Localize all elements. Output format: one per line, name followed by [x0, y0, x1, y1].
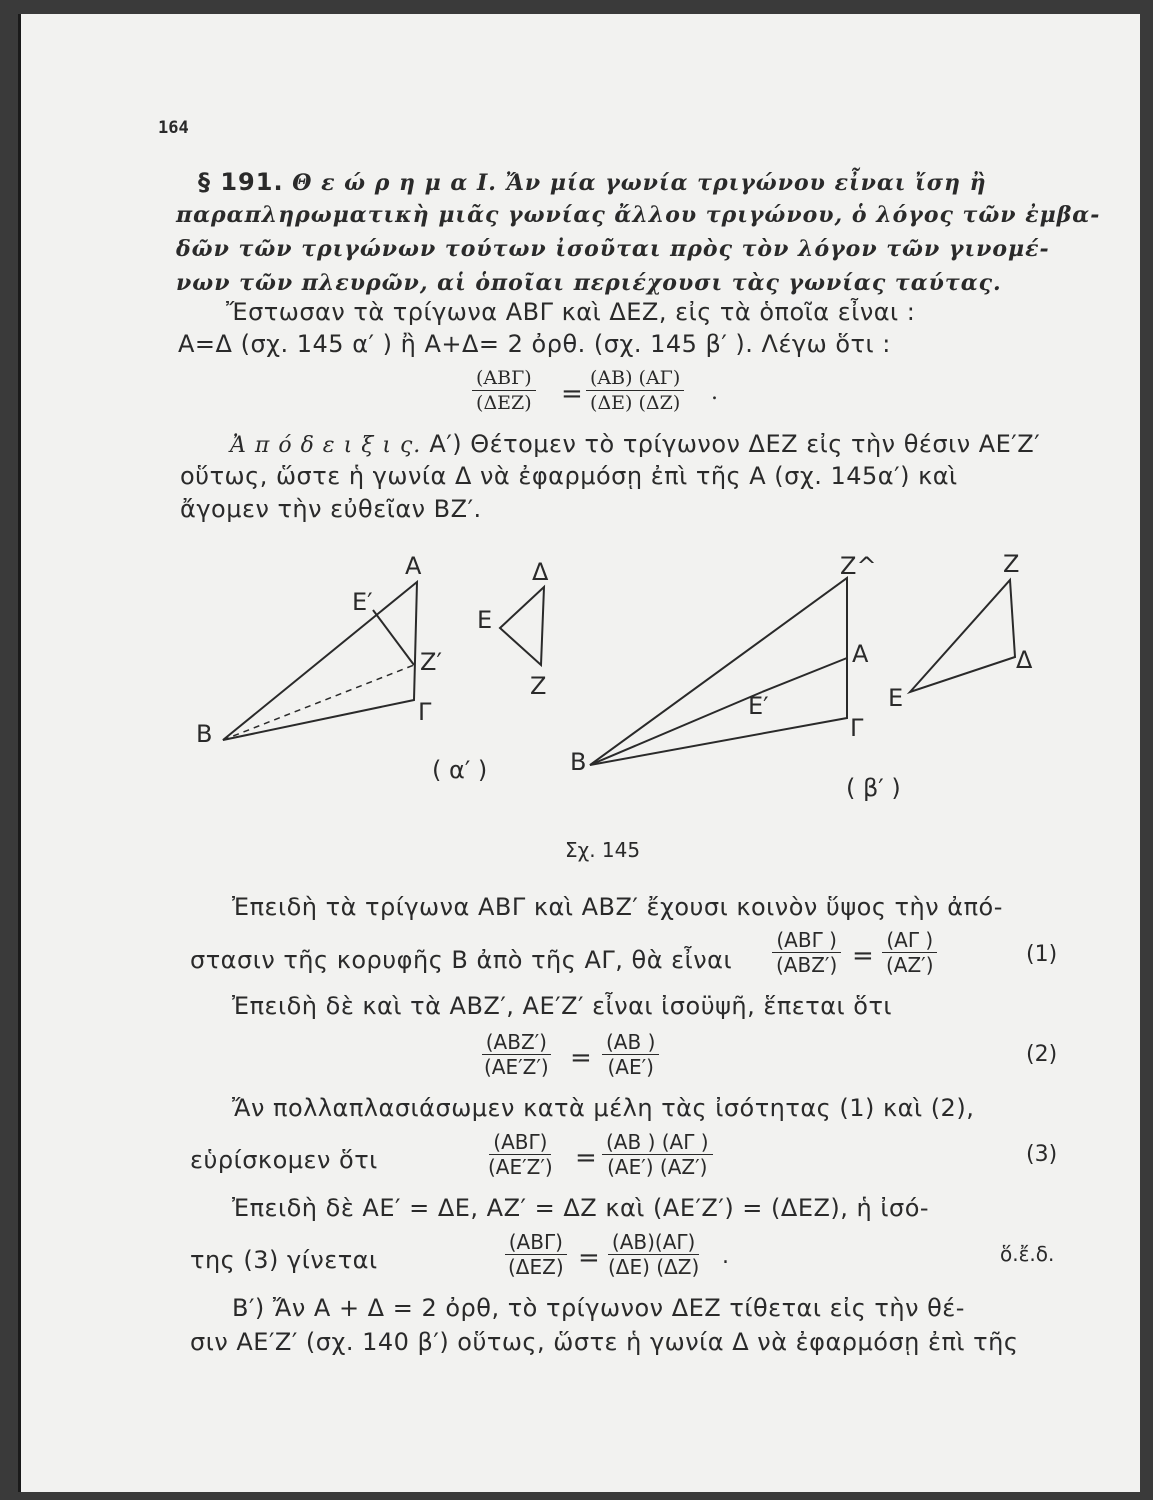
fig-a-label-D: Δ: [532, 558, 549, 586]
para5-line-1: Β′) Ἄν Α + Δ = 2 ὀρθ, τὸ τρίγωνον ΔΕΖ τίθεται εἰς τὴν θέ-: [232, 1294, 965, 1322]
fig-b-label-G: Γ: [850, 714, 864, 742]
eq3-tag: (3): [1026, 1142, 1058, 1167]
eq4-lhs: (ΑΒΓ) (ΔΕΖ): [504, 1230, 568, 1279]
figure-caption: Σχ. 145: [565, 838, 641, 862]
para4-line-1: Ἐπειδὴ δὲ ΑΕ′ = ΔΕ, ΑΖ′ = ΔΖ καὶ (ΑΕ′Ζ′) = (ΔΕΖ), ἡ ἰσό-: [232, 1194, 930, 1222]
para1-line-1: Ἐπειδὴ τὰ τρίγωνα ΑΒΓ καὶ ΑΒΖ′ ἔχουσι κοινὸν ὕψος τὴν ἀπό-: [232, 893, 1003, 921]
fig-b-label-Z: Z: [1003, 550, 1020, 578]
theorem-line-4: νων τῶν πλευρῶν, αἱ ὁποῖαι περιέχουσι τὰς γωνίας ταύτας.: [176, 270, 1002, 296]
fig-b-label-A: A: [852, 640, 869, 668]
fig-a-label-B: B: [196, 720, 213, 748]
fig-b-caption: ( β′ ): [846, 774, 901, 802]
theorem-text-1: Ἄν μία γωνία τριγώνου εἶναι ἴση ἢ: [505, 170, 987, 196]
hypothesis-line-2: Α=Δ (σχ. 145 α′ ) ἢ Α+Δ= 2 ὀρθ. (σχ. 145 β′ ). Λέγω ὅτι :: [178, 330, 891, 358]
eq4-equals: =: [578, 1243, 600, 1273]
eq3-equals: =: [575, 1143, 597, 1173]
para3-line-2: εὑρίσκομεν ὅτι: [190, 1146, 378, 1174]
fig-a-caption: ( α′ ): [432, 756, 488, 784]
claim-rhs: $\frac{(AB) (A\Gamma)}{(\Delta E) (\Delta Z)}$: [586, 366, 684, 415]
triangle-abg-a: [223, 582, 417, 740]
section-number: § 191.: [198, 168, 284, 196]
fig-b-label-E1: E′: [748, 692, 769, 720]
proof-text-1: Α′) Θέτομεν τὸ τρίγωνον ΔΕΖ εἰς τὴν θέσιν ΑΕ′Ζ′: [429, 430, 1041, 458]
para4-line-2: της (3) γίνεται: [190, 1246, 378, 1274]
eq2-lhs: (ΑΒΖ′) (ΑΕ′Ζ′): [480, 1030, 553, 1079]
eq2-rhs: $\frac{(AB )}{(AE')}$: [602, 1030, 659, 1079]
claim-end: .: [711, 380, 718, 405]
eq4-end: .: [722, 1244, 729, 1269]
para2: Ἐπειδὴ δὲ καὶ τὰ ΑΒΖ′, ΑΕ′Ζ′ εἶναι ἰσοϋψῆ, ἕπεται ὅτι: [232, 992, 893, 1020]
segment-e1a-b: [762, 658, 847, 692]
eq2-equals: =: [570, 1043, 592, 1073]
segment-e1z1-a: [373, 610, 414, 665]
dashed-bz1-a: [223, 665, 414, 740]
proof-label: Ἀ π ό δ ε ι ξ ι ς.: [230, 433, 422, 458]
eq3-rhs: $\frac{(AB ) (A\Gamma )}{(AE') (AZ')}$: [602, 1130, 713, 1179]
para1-line-2: στασιν τῆς κορυφῆς Β ἀπὸ τῆς ΑΓ, θὰ εἶναι: [190, 946, 733, 974]
eq1-lhs: (ΑΒΓ ) (ΑΒΖ′): [772, 928, 841, 977]
fig-b-label-B: B: [570, 748, 587, 776]
eq2-tag: (2): [1026, 1042, 1058, 1067]
eq3-lhs: (ΑΒΓ) (ΑΕ′Ζ′): [488, 1130, 553, 1179]
theorem-title: Θ ε ώ ρ η μ α Ι.: [292, 170, 497, 196]
fig-a-label-Z1: Z′: [420, 648, 442, 676]
fig-a-label-E: E: [477, 606, 493, 634]
theorem-line-3: δῶν τῶν τριγώνων τούτων ἰσοῦται πρὸς τὸν λόγον τῶν γινομέ-: [176, 236, 1050, 262]
triangle-dez-b: [910, 580, 1015, 692]
hypothesis-line-1: Ἔστωσαν τὰ τρίγωνα ΑΒΓ καὶ ΔΕΖ, εἰς τὰ ὁποῖα εἶναι :: [226, 298, 916, 326]
qed-mark: ὅ.ἔ.δ.: [1000, 1242, 1055, 1266]
claim-equals: =: [561, 379, 583, 409]
claim-lhs: (ΑΒΓ) (ΔΕΖ): [472, 366, 536, 415]
fig-a-label-E1: E′: [352, 588, 373, 616]
proof-line-3: ἄγομεν τὴν εὐθεῖαν ΒΖ′.: [180, 495, 482, 523]
fig-a-label-G: Γ: [418, 698, 432, 726]
para5-line-2: σιν ΑΕ′Ζ′ (σχ. 140 β′) οὕτως, ὥστε ἡ γωνία Δ νὰ ἐφαρμόσῃ ἐπὶ τῆς: [190, 1328, 1019, 1356]
page-number: 164: [158, 118, 189, 138]
eq4-rhs: $\frac{(AB)(A\Gamma)}{(\Delta E) (\Delta Z)}$: [608, 1230, 700, 1279]
fig-b-label-D: Δ: [1016, 646, 1033, 674]
eq1-rhs: $\frac{(A\Gamma )}{(AZ')}$: [882, 928, 938, 977]
eq1-tag: (1): [1026, 942, 1058, 967]
fig-a-label-A: A: [405, 552, 422, 580]
fig-b-label-Z1: Z^: [840, 552, 877, 580]
eq1-equals: =: [852, 941, 874, 971]
fig-b-label-E: E: [888, 684, 904, 712]
proof-line-2: οὕτως, ὥστε ἡ γωνία Δ νὰ ἐφαρμόσῃ ἐπὶ τῆς Α (σχ. 145α′) καὶ: [180, 462, 958, 490]
fig-a-label-Z: Z: [530, 672, 547, 700]
theorem-line-2: παραπληρωματικὴ μιᾶς γωνίας ἄλλου τριγώνου, ὁ λόγος τῶν ἐμβα-: [176, 202, 1101, 228]
para3-line-1: Ἄν πολλαπλασιάσωμεν κατὰ μέλη τὰς ἰσότητας (1) καὶ (2),: [232, 1094, 975, 1122]
triangle-dez-a: [500, 587, 544, 665]
